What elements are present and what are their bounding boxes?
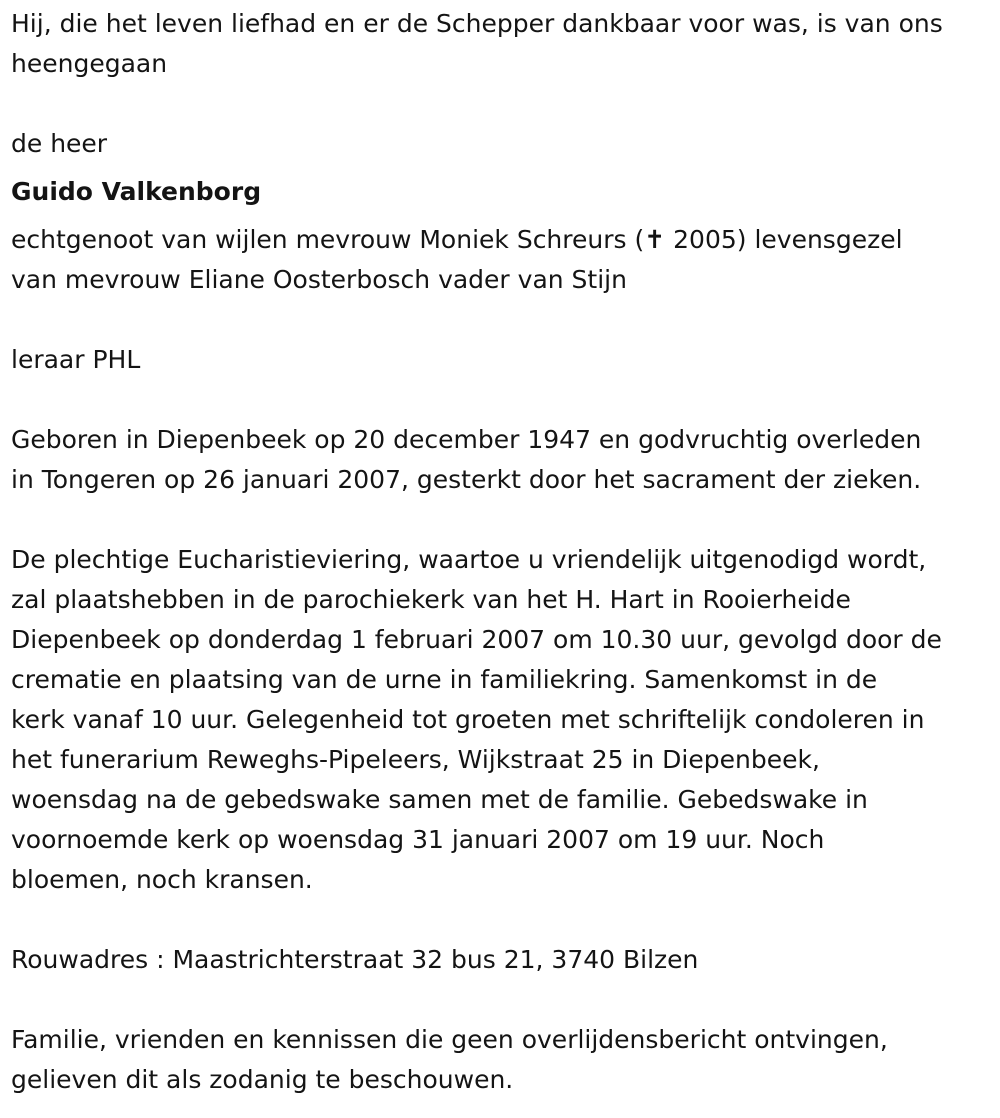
spacer [11, 900, 996, 940]
family-relations: echtgenoot van wijlen mevrouw Moniek Schreurs (✝ 2005) levensgezel van mevrouw Eliane Oosterbosch vader van Stijn [11, 225, 903, 294]
birth-death-details: Geboren in Diepenbeek op 20 december 1947 en godvruchtig overleden in Tongeren op 26 januari 2007, gesterkt door het sacrament der zieken. [11, 425, 922, 494]
spacer [11, 500, 996, 540]
spacer [11, 212, 996, 220]
intro-text: Hij, die het leven liefhad en er de Schepper dankbaar voor was, is van ons heengegaan [11, 9, 943, 78]
honorific: de heer [11, 129, 108, 158]
spacer [11, 84, 996, 124]
mourning-address: Rouwadres : Maastrichterstraat 32 bus 21, 3740 Bilzen [11, 945, 699, 974]
closing-note: Familie, vrienden en kennissen die geen overlijdensbericht ontvingen, gelieven dit als zodanig te beschouwen. [11, 1025, 888, 1094]
funeral-service-details: De plechtige Eucharistieviering, waartoe u vriendelijk uitgenodigd wordt, zal plaatshebben in de parochiekerk van het H. Hart in Rooierheide Diepenbeek op donderdag 1 februari 2007 om 10.30 uur, gevolgd door de crematie en plaatsing van de urne in familiekring. Samenkomst in de kerk vanaf 10 uur. Gelegenheid tot groeten met schriftelijk condoleren in het funerarium Reweghs-Pipeleers, Wijkstraat 25 in Diepenbeek, woensdag na de gebedswake samen met de familie. Gebedswake in voornoemde kerk op woensdag 31 januari 2007 om 19 uur. Noch bloemen, noch kransen. [11, 545, 942, 894]
spacer [11, 300, 996, 340]
obituary-notice [11, 4, 996, 1100]
deceased-name: Guido Valkenborg [11, 177, 262, 206]
spacer [11, 164, 996, 172]
profession: leraar PHL [11, 345, 141, 374]
spacer [11, 380, 996, 420]
spacer [11, 980, 996, 1020]
